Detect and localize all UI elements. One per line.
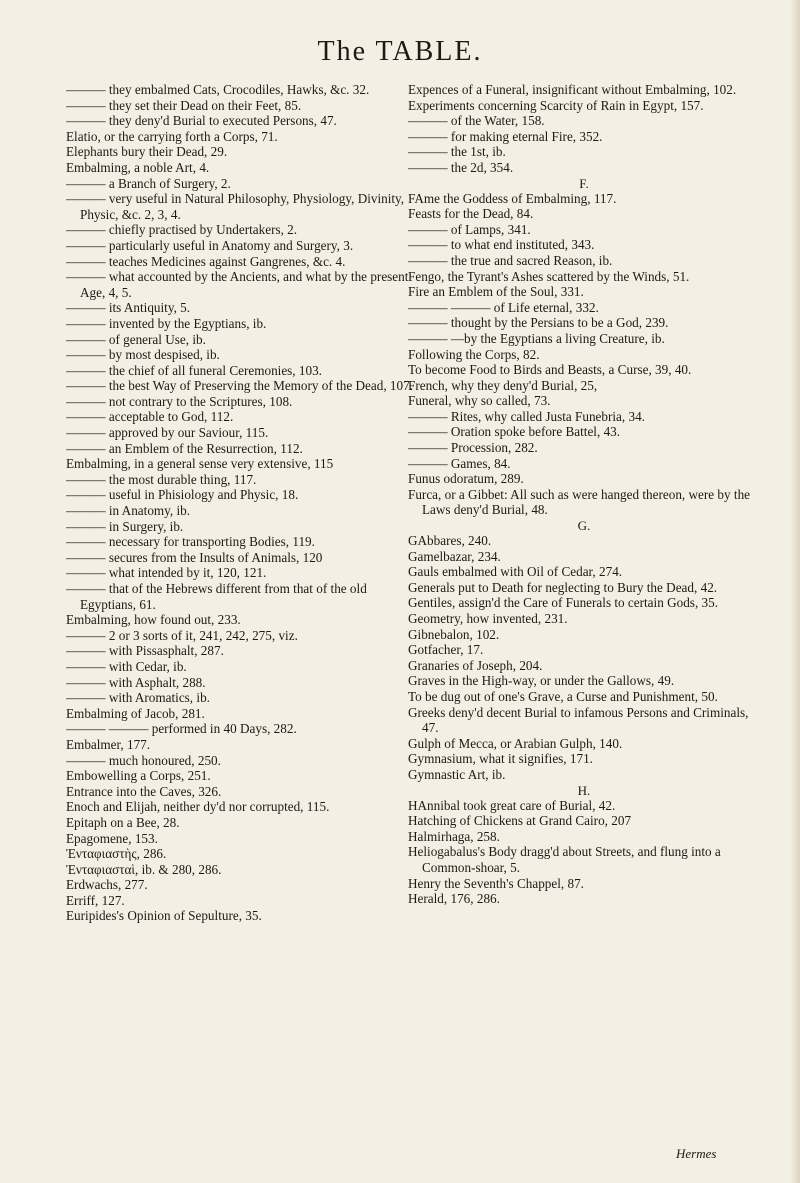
index-column-right xyxy=(408,82,760,907)
index-entry: Euripides's Opinion of Sepulture, 35. xyxy=(66,908,262,924)
index-entry: ——— of Lamps, 341. xyxy=(408,221,531,237)
index-entry: ——— the most durable thing, 117. xyxy=(66,471,257,487)
index-entry: Gymnasium, what it signifies, 171. xyxy=(408,751,593,767)
index-entry: ——— chiefly practised by Undertakers, 2. xyxy=(66,222,298,238)
index-entry: Elatio, or the carrying forth a Corps, 71. xyxy=(66,128,278,144)
index-entry: ——— ——— performed in 40 Days, 282. xyxy=(66,721,297,737)
index-entry: ——— of the Water, 158. xyxy=(408,113,545,129)
index-entry: Embalming of Jacob, 281. xyxy=(66,705,205,721)
index-entry: Ἐνταφιασταὶ, ib. & 280, 286. xyxy=(66,861,222,877)
index-entry: ——— what intended by it, 120, 121. xyxy=(66,565,267,581)
index-entry: Halmirhaga, 258. xyxy=(408,828,500,844)
index-entry: ——— much honoured, 250. xyxy=(66,752,221,768)
index-entry: French, why they deny'd Burial, 25, xyxy=(408,377,598,393)
index-entry: Graves in the High-way, or under the Gallows, 49. xyxy=(408,673,675,689)
index-entry: ——— for making eternal Fire, 352. xyxy=(408,128,603,144)
index-entry: ——— with Cedar, ib. xyxy=(66,658,187,674)
index-column-left xyxy=(66,82,416,924)
index-entry: Epagomene, 153. xyxy=(66,830,158,846)
section-letter: F. xyxy=(579,175,589,191)
index-entry: ——— Games, 84. xyxy=(408,455,511,471)
index-entry: Gulph of Mecca, or Arabian Gulph, 140. xyxy=(408,735,623,751)
index-entry: Granaries of Joseph, 204. xyxy=(408,657,543,673)
index-entry: Fire an Emblem of the Soul, 331. xyxy=(408,284,584,300)
index-entry: ——— the chief of all funeral Ceremonies, 103. xyxy=(66,362,322,378)
index-entry: ——— 2 or 3 sorts of it, 241, 242, 275, viz. xyxy=(66,627,298,643)
index-entry: ——— that of the Hebrews different from that of the old Egyptians, 61. xyxy=(66,581,367,612)
index-entry: Embalmer, 177. xyxy=(66,736,151,752)
page-edge xyxy=(790,0,800,1183)
index-entry: Elephants bury their Dead, 29. xyxy=(66,144,228,160)
index-entry: ——— the true and sacred Reason, ib. xyxy=(408,252,613,268)
index-entry: To become Food to Birds and Beasts, a Curse, 39, 40. xyxy=(408,362,692,378)
index-entry: HAnnibal took great care of Burial, 42. xyxy=(408,797,616,813)
index-entry: ——— what accounted by the Ancients, and what by the present Age, 4, 5. xyxy=(66,269,409,300)
index-entry: Following the Corps, 82. xyxy=(408,346,540,362)
index-entry: Embalming, a noble Art, 4. xyxy=(66,159,210,175)
index-entry: ——— —by the Egyptians a living Creature, ib. xyxy=(408,330,665,346)
index-entry: ——— its Antiquity, 5. xyxy=(66,300,191,316)
index-entry: ——— particularly useful in Anatomy and Surgery, 3. xyxy=(66,237,354,253)
index-entry: ——— thought by the Persians to be a God, 239. xyxy=(408,315,669,331)
index-entry: To be dug out of one's Grave, a Curse and Punishment, 50. xyxy=(408,688,718,704)
index-entry: ——— the 2d, 354. xyxy=(408,159,514,175)
index-entry: ——— they set their Dead on their Feet, 85. xyxy=(66,97,302,113)
index-entry: Embalming, how found out, 233. xyxy=(66,612,241,628)
index-entry: Expences of a Funeral, insignificant without Embalming, 102. xyxy=(408,82,737,97)
index-entry: ——— in Surgery, ib. xyxy=(66,518,184,534)
index-entry: Furca, or a Gibbet: All such as were hanged thereon, were by the Laws deny'd Burial, 48. xyxy=(408,486,751,518)
index-entry: Feasts for the Dead, 84. xyxy=(408,206,534,222)
index-entry: ——— an Emblem of the Resurrection, 112. xyxy=(66,440,303,456)
index-entry: ——— acceptable to God, 112. xyxy=(66,409,234,425)
index-entry: ——— they deny'd Burial to executed Persons, 47. xyxy=(66,113,337,129)
index-entry: ——— useful in Phisiology and Physic, 18. xyxy=(66,487,299,503)
index-entry: ——— not contrary to the Scriptures, 108. xyxy=(66,393,293,409)
index-entry: ——— very useful in Natural Philosophy, Physiology, Divinity, Physic, &c. 2, 3, 4. xyxy=(66,191,405,222)
index-entry: ——— Oration spoke before Battel, 43. xyxy=(408,424,621,440)
index-entry: Gibnebalon, 102. xyxy=(408,626,500,642)
index-entry: Herald, 176, 286. xyxy=(408,891,500,907)
index-entry: ——— the 1st, ib. xyxy=(408,144,506,160)
index-entry: ——— Rites, why called Justa Funebria, 34. xyxy=(408,408,645,424)
index-entry: ——— in Anatomy, ib. xyxy=(66,503,191,519)
index-entry: Entrance into the Caves, 326. xyxy=(66,783,222,799)
index-entry: ——— a Branch of Surgery, 2. xyxy=(66,175,231,191)
index-entry: ——— by most despised, ib. xyxy=(66,347,220,363)
index-entry: Enoch and Elijah, neither dy'd nor corrupted, 115. xyxy=(66,799,330,815)
index-entry: Gamelbazar, 234. xyxy=(408,548,501,564)
index-entry: ——— with Pissasphalt, 287. xyxy=(66,643,224,659)
index-entry: Embowelling a Corps, 251. xyxy=(66,768,211,784)
index-entry: ——— with Aromatics, ib. xyxy=(66,690,210,706)
index-entry: Erdwachs, 277. xyxy=(66,877,148,893)
index-entry: Embalming, in a general sense very extensive, 115 xyxy=(66,456,334,472)
index-entry: FAme the Goddess of Embalming, 117. xyxy=(408,190,617,206)
index-entry: Epitaph on a Bee, 28. xyxy=(66,814,180,830)
index-entry: Gymnastic Art, ib. xyxy=(408,766,506,782)
index-entry: ——— of general Use, ib. xyxy=(66,331,206,347)
index-entry: Geometry, how invented, 231. xyxy=(408,611,568,626)
index-entry: ——— with Asphalt, 288. xyxy=(66,674,206,690)
index-entry: ——— to what end instituted, 343. xyxy=(408,237,595,253)
index-entry: GAbbares, 240. xyxy=(408,533,492,549)
index-entry: Heliogabalus's Body dragg'd about Streets, and flung into a Common-shoar, 5. xyxy=(408,844,721,875)
section-letter: G. xyxy=(577,518,591,534)
index-entry: Greeks deny'd decent Burial to infamous Persons and Criminals, 47. xyxy=(408,704,749,736)
section-letter: H. xyxy=(577,782,591,798)
index-entry: Fengo, the Tyrant's Ashes scattered by the Winds, 51. xyxy=(408,268,690,284)
catchword: Hermes xyxy=(676,1146,717,1161)
index-entry: ——— the best Way of Preserving the Memory of the Dead, 107. xyxy=(66,378,413,394)
index-entry: Gotfacher, 17. xyxy=(408,642,484,658)
index-entry: ——— teaches Medicines against Gangrenes, &c. 4. xyxy=(66,253,346,269)
index-entry: Gauls embalmed with Oil of Cedar, 274. xyxy=(408,564,623,580)
index-entry: Funus odoratum, 289. xyxy=(408,471,524,487)
index-entry: Funeral, why so called, 73. xyxy=(408,393,551,409)
index-entry: Ἐνταφιαστὴς, 286. xyxy=(66,846,167,862)
index-entry: Gentiles, assign'd the Care of Funerals to certain Gods, 35. xyxy=(408,595,719,611)
index-entry: ——— necessary for transporting Bodies, 119. xyxy=(66,534,315,550)
index-entry: ——— they embalmed Cats, Crocodiles, Hawks, &c. 32. xyxy=(66,82,370,97)
index-entry: Experiments concerning Scarcity of Rain in Egypt, 157. xyxy=(408,97,704,113)
index-entry: ——— invented by the Egyptians, ib. xyxy=(66,315,267,331)
index-entry: Hatching of Chickens at Grand Cairo, 207 xyxy=(408,813,632,829)
page-title: The TABLE. xyxy=(317,36,483,67)
index-entry: Henry the Seventh's Chappel, 87. xyxy=(408,875,584,891)
index-entry: ——— Procession, 282. xyxy=(408,440,538,456)
index-entry: Erriff, 127. xyxy=(66,892,125,908)
index-entry: ——— ——— of Life eternal, 332. xyxy=(408,299,599,315)
index-entry: ——— approved by our Saviour, 115. xyxy=(66,425,269,441)
index-entry: ——— secures from the Insults of Animals, 120 xyxy=(66,549,323,565)
index-entry: Generals put to Death for neglecting to Bury the Dead, 42. xyxy=(408,579,718,595)
